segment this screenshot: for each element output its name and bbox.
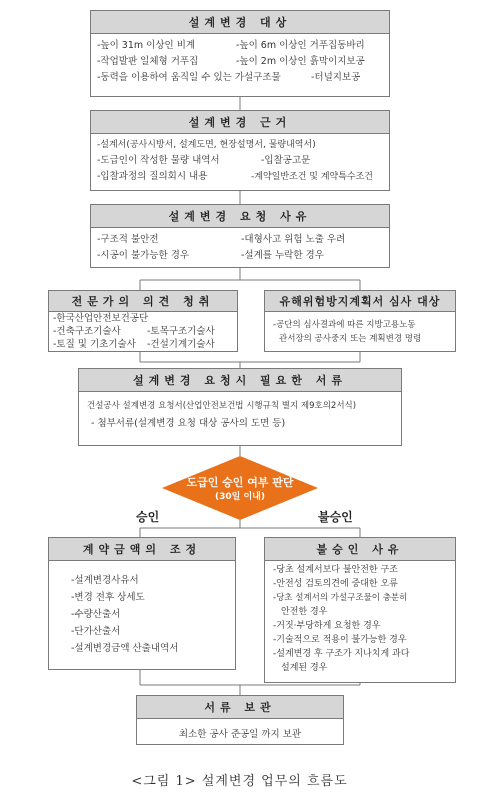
- box-title: 설계변경 요청 사유: [91, 205, 389, 228]
- list-item: -도급인이 작성한 물량 내역서: [97, 155, 220, 166]
- list-item: -설계변경사유서: [71, 575, 139, 586]
- list-item: -설계변경금액 산출내역서: [71, 643, 179, 654]
- box-title: 설계변경 요청시 필요한 서류: [79, 369, 401, 392]
- list-item: -안전성 검토의견에 중대한 오류: [273, 579, 398, 589]
- box-title: 전문가의 의견 청취: [49, 291, 237, 312]
- list-item: -설계서(공사시방서, 설계도면, 현장설명서, 물량내역서): [97, 140, 316, 150]
- box-title: 유해위험방지계획서 심사 대상: [265, 291, 455, 312]
- list-item: -높이 6m 이상인 거푸집동바리: [236, 40, 365, 51]
- list-item: -설계변경 후 구조가 지나치게 과다: [273, 649, 410, 659]
- figure-caption: <그림 1> 설계변경 업무의 흐름도: [131, 774, 348, 789]
- list-item: -거짓·부당하게 요청한 경우: [273, 621, 381, 631]
- box-title: 설계변경 대상: [91, 11, 389, 34]
- list-item: -작업발판 일체형 거푸집: [97, 56, 199, 67]
- box-expert-opinion: [48, 290, 238, 352]
- list-item: -설계를 누락한 경우: [241, 250, 324, 261]
- box-design-change-targets: [90, 10, 390, 97]
- list-item: -동력을 이용하여 움직일 수 있는 가설구조물: [97, 72, 281, 83]
- list-item: -한국산업안전보건공단: [53, 313, 149, 324]
- box-document-retention: [136, 695, 344, 745]
- list-item: -건설기계기술사: [147, 339, 215, 350]
- box-change-request-reasons: [90, 204, 390, 268]
- list-item: -당초 설계서의 가설구조물이 충분히: [273, 593, 408, 603]
- list-item: -계약일반조건 및 계약특수조건: [251, 172, 373, 182]
- list-item: -수량산출서: [71, 609, 121, 620]
- list-item: -토목구조기술사: [147, 326, 215, 337]
- decision-label: 도급인 승인 여부 판단: [186, 476, 294, 489]
- branch-reject-label: 불승인: [318, 510, 353, 524]
- list-item: 건설공사 설계변경 요청서(산업안전보건법 시행규칙 별지 제9호의2서식): [87, 401, 357, 411]
- list-item: -토질 및 기초기술사: [53, 339, 136, 350]
- list-item: -시공이 불가능한 경우: [97, 250, 190, 261]
- retention-text: 최소한 공사 준공일 까지 보관: [178, 729, 302, 740]
- box-design-change-basis: [90, 110, 390, 191]
- list-item: -건축구조기술사: [53, 326, 121, 337]
- box-hazard-plan-review: [264, 290, 456, 352]
- decision-sublabel: (30일 이내): [215, 492, 265, 502]
- list-item: 관서장의 공사중지 또는 계획변경 명령: [279, 334, 422, 344]
- box-title: 불승인 사유: [265, 538, 455, 561]
- list-item: 설계된 경우: [281, 663, 328, 673]
- list-item: -변경 전후 상세도: [71, 592, 145, 603]
- list-item: -구조적 불안전: [97, 234, 159, 245]
- box-title: 설계변경 근거: [91, 111, 389, 134]
- box-contract-amount-adjustment: [48, 537, 236, 670]
- list-item: -대형사고 위험 노출 우려: [241, 234, 346, 245]
- box-rejection-reasons: [264, 537, 456, 683]
- box-title: 서류 보관: [137, 696, 343, 719]
- list-item: -높이 2m 이상인 흙막이지보공: [236, 56, 365, 67]
- list-item: -입찰과정의 질의회시 내용: [97, 171, 208, 182]
- branch-approve-label: 승인: [136, 510, 160, 524]
- box-title: 계약금액의 조정: [49, 538, 235, 561]
- list-item: 안전한 경우: [281, 607, 328, 617]
- box-required-documents: [78, 368, 402, 446]
- list-item: - 첨부서류(설계변경 요청 대상 공사의 도면 등): [91, 418, 286, 429]
- list-item: -단가산출서: [71, 626, 121, 637]
- list-item: -기술적으로 적용이 불가능한 경우: [273, 635, 407, 645]
- list-item: -입찰공고문: [261, 155, 311, 166]
- list-item: -공단의 심사결과에 따른 지방고용노동: [273, 320, 416, 330]
- list-item: -터널지보공: [311, 72, 361, 83]
- list-item: -당초 설계서보다 불안전한 구조: [273, 565, 398, 575]
- list-item: -높이 31m 이상인 비계: [97, 40, 196, 51]
